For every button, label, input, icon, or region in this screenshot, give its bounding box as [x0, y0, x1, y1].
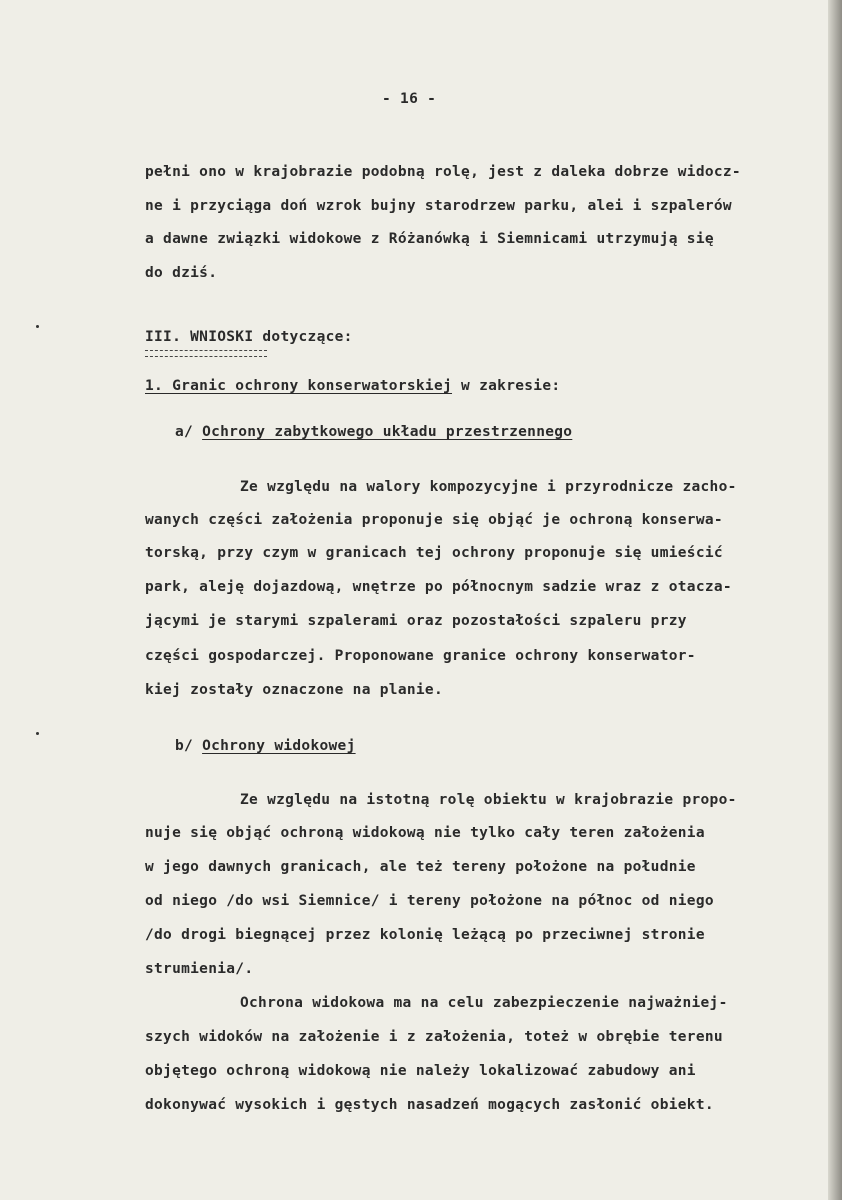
paragraph-3-line: w jego dawnych granicach, ale też tereny położone na południe [145, 859, 696, 875]
section-heading: III. WNIOSKI dotyczące: [145, 329, 353, 345]
paragraph-4-line: dokonywać wysokich i gęstych nasadzeń mogących zasłonić obiekt. [145, 1097, 714, 1113]
subheading-1 [145, 378, 560, 394]
paragraph-2-line: torską, przy czym w granicach tej ochrony proponuje się umieścić [145, 545, 723, 561]
margin-dot [36, 325, 39, 328]
subsection-a [175, 424, 572, 440]
paragraph-3-line: od niego /do wsi Siemnice/ i tereny położone na północ od niego [145, 893, 714, 909]
paragraph-3-line: /do drogi biegnącej przez kolonię leżącą po przeciwnej stronie [145, 927, 705, 943]
paragraph-2-line: wanych części założenia proponuje się objąć je ochroną konserwa- [145, 512, 723, 528]
paragraph-2-line: jącymi je starymi szpalerami oraz pozostałości szpaleru przy [145, 613, 687, 629]
paragraph-4-line: szych widoków na założenie i z założenia, toteż w obrębie terenu [145, 1029, 723, 1045]
paragraph-1-line: ne i przyciąga doń wzrok bujny starodrzew parku, alei i szpalerów [145, 198, 732, 214]
paragraph-2-line: części gospodarczej. Proponowane granice ochrony konserwator- [145, 648, 696, 664]
paragraph-1-line: pełni ono w krajobrazie podobną rolę, jest z daleka dobrze widocz- [145, 164, 741, 180]
subsection-b-title: Ochrony widokowej [202, 738, 356, 754]
page-number: - 16 - [382, 91, 437, 107]
margin-dot [36, 732, 39, 735]
page-edge-shadow [828, 0, 842, 1200]
paragraph-3-line: nuje się objąć ochroną widokową nie tylko cały teren założenia [145, 825, 705, 841]
heading-double-underline [145, 350, 267, 357]
subheading-1-underlined: 1. Granic ochrony konserwatorskiej [145, 378, 453, 394]
subsection-b-prefix: b/ [175, 738, 203, 754]
paragraph-4-line: Ochrona widokowa ma na celu zabezpieczenie najważniej- [240, 995, 728, 1011]
subheading-1-rest: w zakresie: [452, 378, 561, 394]
paragraph-3-line: Ze względu na istotną rolę obiektu w krajobrazie propo- [240, 792, 737, 808]
subsection-a-prefix: a/ [175, 424, 203, 440]
subsection-b [175, 738, 356, 754]
subsection-a-title: Ochrony zabytkowego układu przestrzennego [202, 424, 573, 440]
paragraph-2-line: Ze względu na walory kompozycyjne i przyrodnicze zacho- [240, 479, 737, 495]
paragraph-3-line: strumienia/. [145, 961, 254, 977]
paragraph-4-line: objętego ochroną widokową nie należy lokalizować zabudowy ani [145, 1063, 696, 1079]
paragraph-1-line: do dziś. [145, 265, 218, 281]
paragraph-1-line: a dawne związki widokowe z Różanówką i Siemnicami utrzymują się [145, 231, 714, 247]
paragraph-2-line: park, aleję dojazdową, wnętrze po północnym sadzie wraz z otacza- [145, 579, 732, 595]
paragraph-2-line: kiej zostały oznaczone na planie. [145, 682, 443, 698]
